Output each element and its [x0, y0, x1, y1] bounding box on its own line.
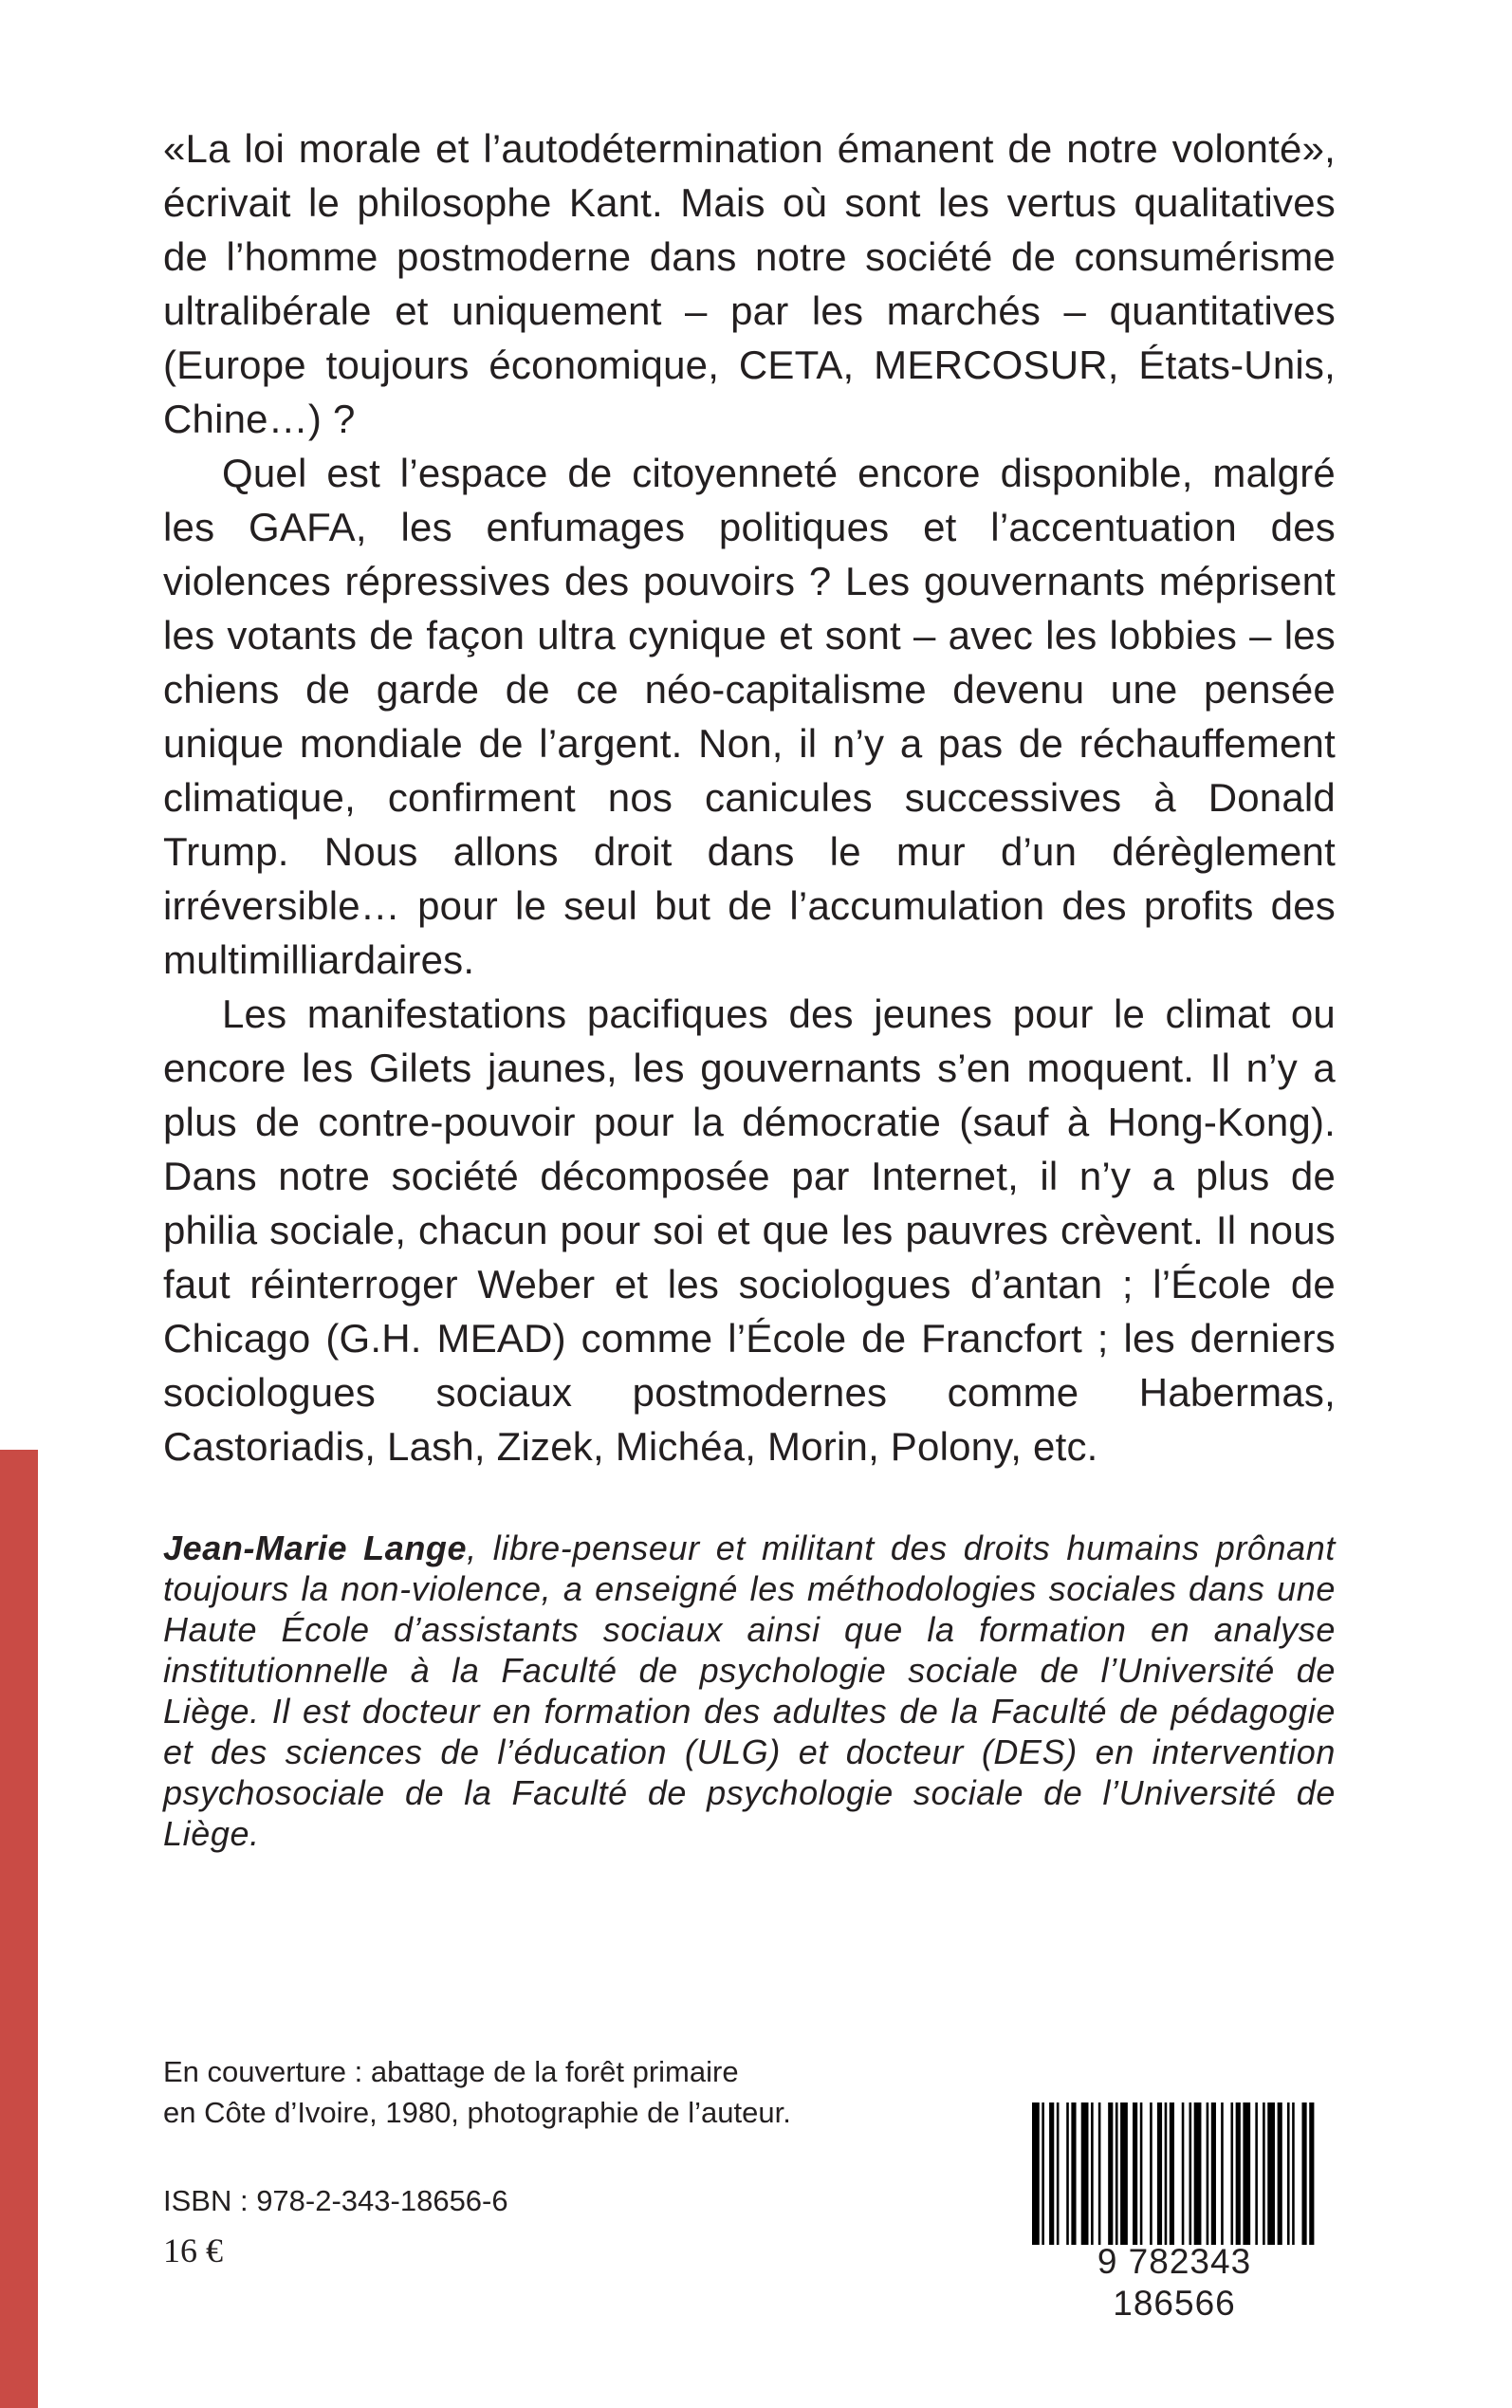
cover-photo-credit: [163, 2051, 941, 2133]
isbn-number: ISBN : 978-2-343-18656-6: [163, 2184, 508, 2217]
barcode-bar: [1221, 2102, 1224, 2245]
author-name: Jean-Marie Lange: [163, 1528, 468, 1567]
barcode-bar: [1133, 2102, 1137, 2245]
accent-color-band: [0, 1450, 38, 2408]
barcode-bar: [1071, 2102, 1076, 2245]
credit-line-2: en Côte d’Ivoire, 1980, photographie de l’auteur.: [163, 2096, 791, 2129]
credit-line-1: En couverture : abattage de la forêt primaire: [163, 2055, 739, 2088]
barcode-bar: [1057, 2102, 1060, 2245]
barcode-bar: [1267, 2102, 1275, 2245]
barcode-bar: [1243, 2102, 1250, 2245]
barcode-digits: 9 782343 186566: [1097, 2242, 1252, 2323]
barcode-bar: [1182, 2102, 1185, 2245]
blurb-paragraph-3: Les manifestations pacifiques des jeunes pour le climat ou encore les Gilets jaunes, les gouvernants s’en moquent. Il n’y a plus de contre-pouvoir pour la démocratie (sauf à Hong-Kong). Dans notre société décomposée par Internet, il n’y a plus de philia sociale, chacun pour soi et que les pauvres crèvent. Il nous faut réinterroger Weber et les sociologues d’antan ; l’École de Chicago (G.H. MEAD) comme l’École de Francfort ; les derniers sociologues sociaux postmodernes comme Habermas, Castoriadis, Lash, Zizek, Michéa, Morin, Polony, etc.: [163, 991, 1336, 1469]
barcode-bar: [1165, 2102, 1168, 2245]
barcode-bar: [1108, 2102, 1113, 2245]
barcode-bar: [1049, 2102, 1054, 2245]
barcode-bar: [1301, 2102, 1306, 2245]
barcode-bar: [1116, 2102, 1118, 2245]
barcode-bar: [1236, 2102, 1241, 2245]
barcode-bar: [1081, 2102, 1089, 2245]
barcode-bar: [1091, 2102, 1094, 2245]
barcode-bar: [1140, 2102, 1143, 2245]
barcode-bar: [1120, 2102, 1128, 2245]
barcode-bar: [1042, 2102, 1044, 2245]
blurb-paragraph-2: Quel est l’espace de citoyenneté encore disponible, malgré les GAFA, les enfumages politiques et l’accentuation des violences répressives des pouvoirs ? Les gouvernants méprisent les votants de façon ultra cynique et sont – avec les lobbies – les chiens de garde de ce néo-capitalisme devenu une pensée unique mondiale de l’argent. Non, il n’y a pas de réchauffement climatique, confirment nos canicules successives à Donald Trump. Nous allons droit dans le mur d’un dérèglement irréversible… pour le seul but de l’accumulation des profits des multimilliardaires.: [163, 451, 1336, 982]
price: 16 €: [163, 2232, 223, 2269]
back-cover-blurb: [163, 121, 1336, 1473]
blurb-paragraph-1: «La loi morale et l’autodétermination émanent de notre volonté», écrivait le philosophe Kant. Mais où sont les vertus qualitatives de l’homme postmoderne dans notre société de consumérisme ultralibérale et uniquement – par les marchés – quantitatives (Europe toujours économique, CETA, MERCOSUR, États-Unis, Chine…) ?: [163, 126, 1336, 441]
barcode-bar: [1292, 2102, 1295, 2245]
barcode-bar: [1287, 2102, 1290, 2245]
barcode-bar: [1255, 2102, 1258, 2245]
isbn-barcode: [1032, 2102, 1317, 2323]
barcode-bar: [1309, 2102, 1314, 2245]
barcode-bar: [1150, 2102, 1152, 2245]
barcode-bar: [1157, 2102, 1162, 2245]
author-bio-text: , libre-penseur et militant des droits humains prônant toujours la non-violence, a enseigné les méthodologies sociales dans une Haute École d’assistants sociaux ainsi que la formation en analyse institutionnelle à la Faculté de psychologie sociale de l’Université de Liège. Il est docteur en formation des adultes de la Faculté de pédagogie et des sciences de l’éducation (ULG) et docteur (DES) en intervention psychosociale de la Faculté de psychologie sociale de l’Université de Liège.: [163, 1528, 1336, 1853]
barcode-bar: [1263, 2102, 1265, 2245]
barcode-bar: [1032, 2102, 1040, 2245]
barcode-bar: [1230, 2102, 1233, 2245]
barcode-bar: [1211, 2102, 1216, 2245]
barcode-bar: [1207, 2102, 1209, 2245]
barcode-bar: [1189, 2102, 1192, 2245]
barcode-bar: [1170, 2102, 1174, 2245]
barcode-bar: [1194, 2102, 1202, 2245]
barcode-bars-graphic: [1032, 2102, 1317, 2245]
barcode-bar: [1066, 2102, 1069, 2245]
barcode-bar: [1098, 2102, 1101, 2245]
barcode-bar: [1278, 2102, 1282, 2245]
author-biography: [163, 1528, 1336, 1854]
